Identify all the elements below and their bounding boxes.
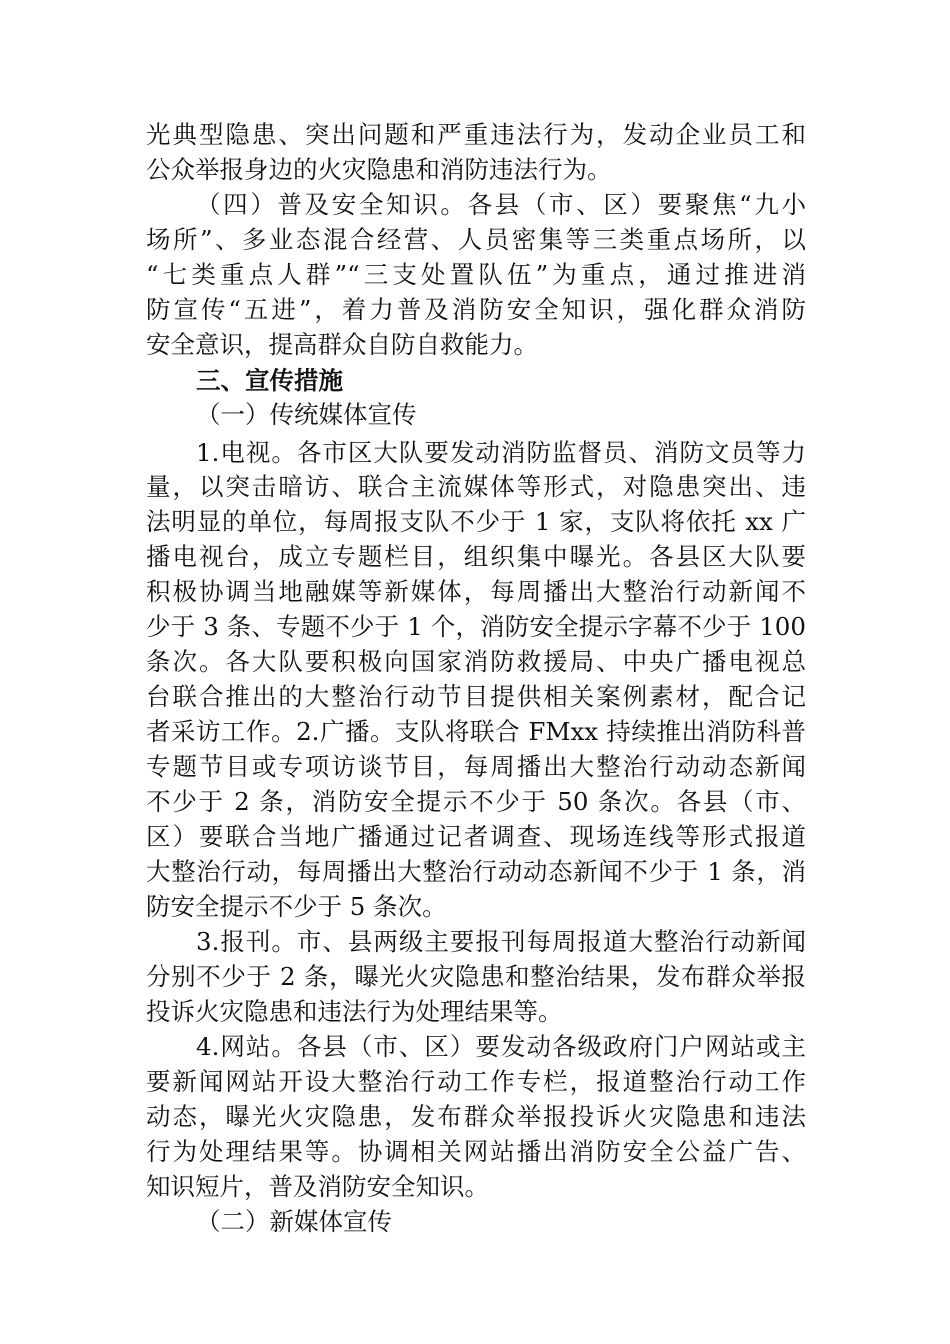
paragraph-line: 光典型隐患、突出问题和严重违法行为，发动企业员工和	[146, 120, 806, 149]
paragraph-line: 台联合推出的大整治行动节目提供相关案例素材，配合记	[146, 682, 806, 711]
paragraph-line: 者采访工作。2.广播。支队将联合 FMxx 持续推出消防科普	[146, 717, 806, 746]
paragraph-line: 少于 3 条、专题不少于 1 个，消防安全提示字幕不少于 100	[146, 612, 806, 641]
paragraph-line: 4.网站。各县（市、区）要发动各级政府门户网站或主	[196, 1032, 806, 1061]
subsection-heading: （二）新媒体宣传	[196, 1207, 392, 1236]
paragraph-line: 安全意识，提高群众自防自救能力。	[146, 330, 538, 359]
paragraph-line: 公众举报身边的火灾隐患和消防违法行为。	[146, 155, 612, 184]
paragraph-line: “七类重点人群”“三支处置队伍”为重点，通过推进消	[146, 260, 806, 289]
paragraph-line: 量，以突击暗访、联合主流媒体等形式，对隐患突出、违	[146, 472, 806, 501]
paragraph-line: 播电视台，成立专题栏目，组织集中曝光。各县区大队要	[146, 542, 806, 571]
section-heading: 三、宣传措施	[196, 366, 343, 395]
subsection-heading: （一）传统媒体宣传	[196, 400, 417, 429]
paragraph-line: 专题节目或专项访谈节目，每周播出大整治行动动态新闻	[146, 752, 806, 781]
paragraph-line: 1.电视。各市区大队要发动消防监督员、消防文员等力	[196, 438, 806, 467]
paragraph-line: 区）要联合当地广播通过记者调查、现场连线等形式报道	[146, 822, 806, 851]
paragraph-line: 不少于 2 条，消防安全提示不少于 50 条次。各县（市、	[146, 787, 806, 816]
paragraph-line: 场所”、多业态混合经营、人员密集等三类重点场所，以	[146, 225, 806, 254]
paragraph-line: 防安全提示不少于 5 条次。	[146, 892, 447, 921]
paragraph-line: 行为处理结果等。协调相关网站播出消防安全公益广告、	[146, 1137, 806, 1166]
paragraph-line: 积极协调当地融媒等新媒体，每周播出大整治行动新闻不	[146, 577, 806, 606]
paragraph-line: 条次。各大队要积极向国家消防救援局、中央广播电视总	[146, 647, 806, 676]
paragraph-line: 投诉火灾隐患和违法行为处理结果等。	[146, 997, 563, 1026]
paragraph-line: 防宣传“五进”，着力普及消防安全知识，强化群众消防	[146, 295, 806, 324]
paragraph-line: 3.报刊。市、县两级主要报刊每周报道大整治行动新闻	[196, 927, 806, 956]
paragraph-line: 动态，曝光火灾隐患，发布群众举报投诉火灾隐患和违法	[146, 1102, 806, 1131]
paragraph-line: 法明显的单位，每周报支队不少于 1 家，支队将依托 xx 广	[146, 507, 806, 536]
paragraph-line: （四）普及安全知识。各县（市、区）要聚焦“九小	[196, 190, 806, 219]
paragraph-line: 知识短片，普及消防安全知识。	[146, 1172, 489, 1201]
paragraph-line: 要新闻网站开设大整治行动工作专栏，报道整治行动工作	[146, 1067, 806, 1096]
paragraph-line: 分别不少于 2 条，曝光火灾隐患和整治结果，发布群众举报	[146, 962, 806, 991]
paragraph-line: 大整治行动，每周播出大整治行动动态新闻不少于 1 条，消	[146, 857, 806, 886]
